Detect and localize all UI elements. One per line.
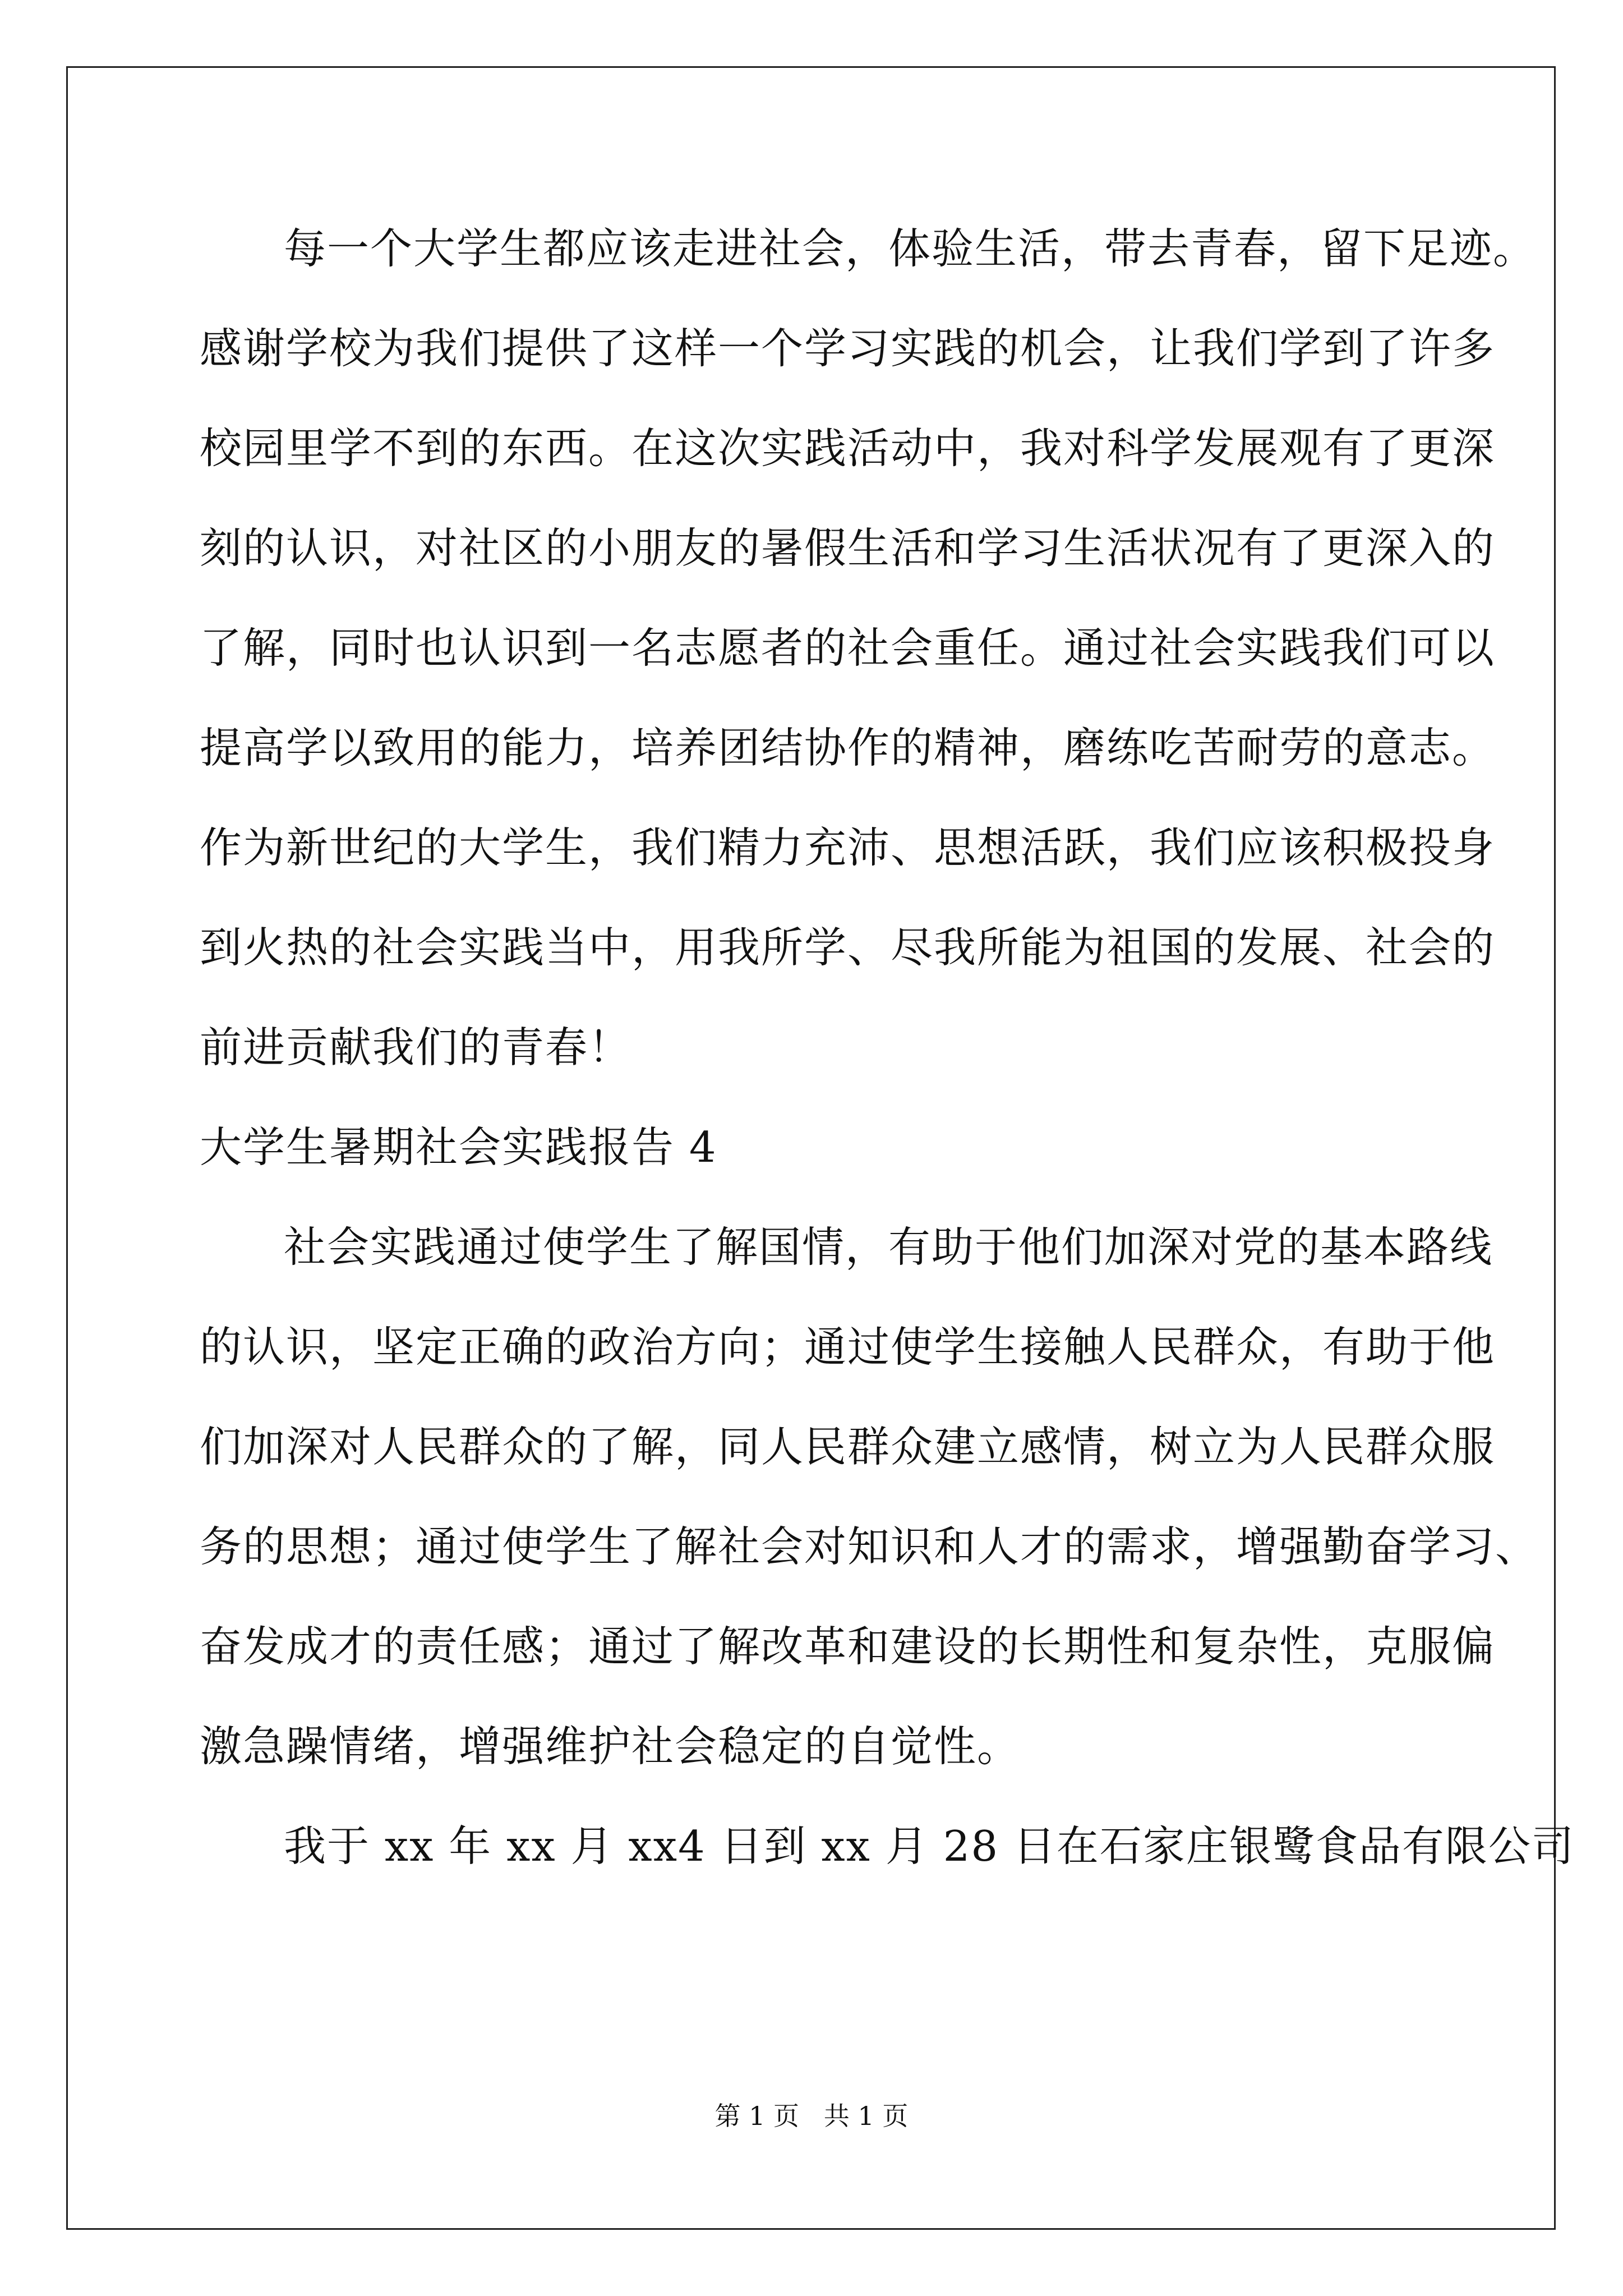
paragraph-2-line-1: 社会实践通过使学生了解国情，有助于他们加深对党的基本路线 xyxy=(284,1222,1493,1272)
page-footer: 第 1 页 共 1 页 xyxy=(714,2101,909,2131)
paragraph-1-line-7: 作为新世纪的大学生，我们精力充沛、思想活跃，我们应该积极投身 xyxy=(200,823,1496,872)
paragraph-1-line-4: 刻的认识，对社区的小朋友的暑假生活和学习生活状况有了更深入的 xyxy=(200,523,1496,573)
paragraph-1-line-9: 前进贡献我们的青春！ xyxy=(200,1023,632,1072)
paragraph-1-line-1: 每一个大学生都应该走进社会，体验生活，带去青春，留下足迹。 xyxy=(284,224,1537,273)
paragraph-1-line-3: 校园里学不到的东西。在这次实践活动中，我对科学发展观有了更深 xyxy=(200,424,1496,473)
paragraph-2-line-5: 奋发成才的责任感；通过了解改革和建设的长期性和复杂性，克服偏 xyxy=(200,1622,1496,1671)
paragraph-3-line-1: 我于 xx 年 xx 月 xx4 日到 xx 月 28 日在石家庄银鹭食品有限公司 xyxy=(284,1821,1575,1871)
paragraph-1-line-6: 提高学以致用的能力，培养团结协作的精神，磨练吃苦耐劳的意志。 xyxy=(200,723,1496,772)
paragraph-2-line-6: 激急躁情绪，增强维护社会稳定的自觉性。 xyxy=(200,1722,1021,1771)
paragraph-1-line-2: 感谢学校为我们提供了这样一个学习实践的机会，让我们学到了许多 xyxy=(200,324,1496,373)
paragraph-1-line-8: 到火热的社会实践当中，用我所学、尽我所能为祖国的发展、社会的 xyxy=(200,923,1496,972)
section-heading: 大学生暑期社会实践报告 4 xyxy=(200,1122,717,1172)
paragraph-2-line-3: 们加深对人民群众的了解，同人民群众建立感情，树立为人民群众服 xyxy=(200,1422,1496,1471)
paragraph-1-line-5: 了解，同时也认识到一名志愿者的社会重任。通过社会实践我们可以 xyxy=(200,623,1496,673)
paragraph-2-line-4: 务的思想；通过使学生了解社会对知识和人才的需求，增强勤奋学习、 xyxy=(200,1522,1539,1571)
paragraph-2-line-2: 的认识，坚定正确的政治方向；通过使学生接触人民群众，有助于他 xyxy=(200,1322,1496,1372)
